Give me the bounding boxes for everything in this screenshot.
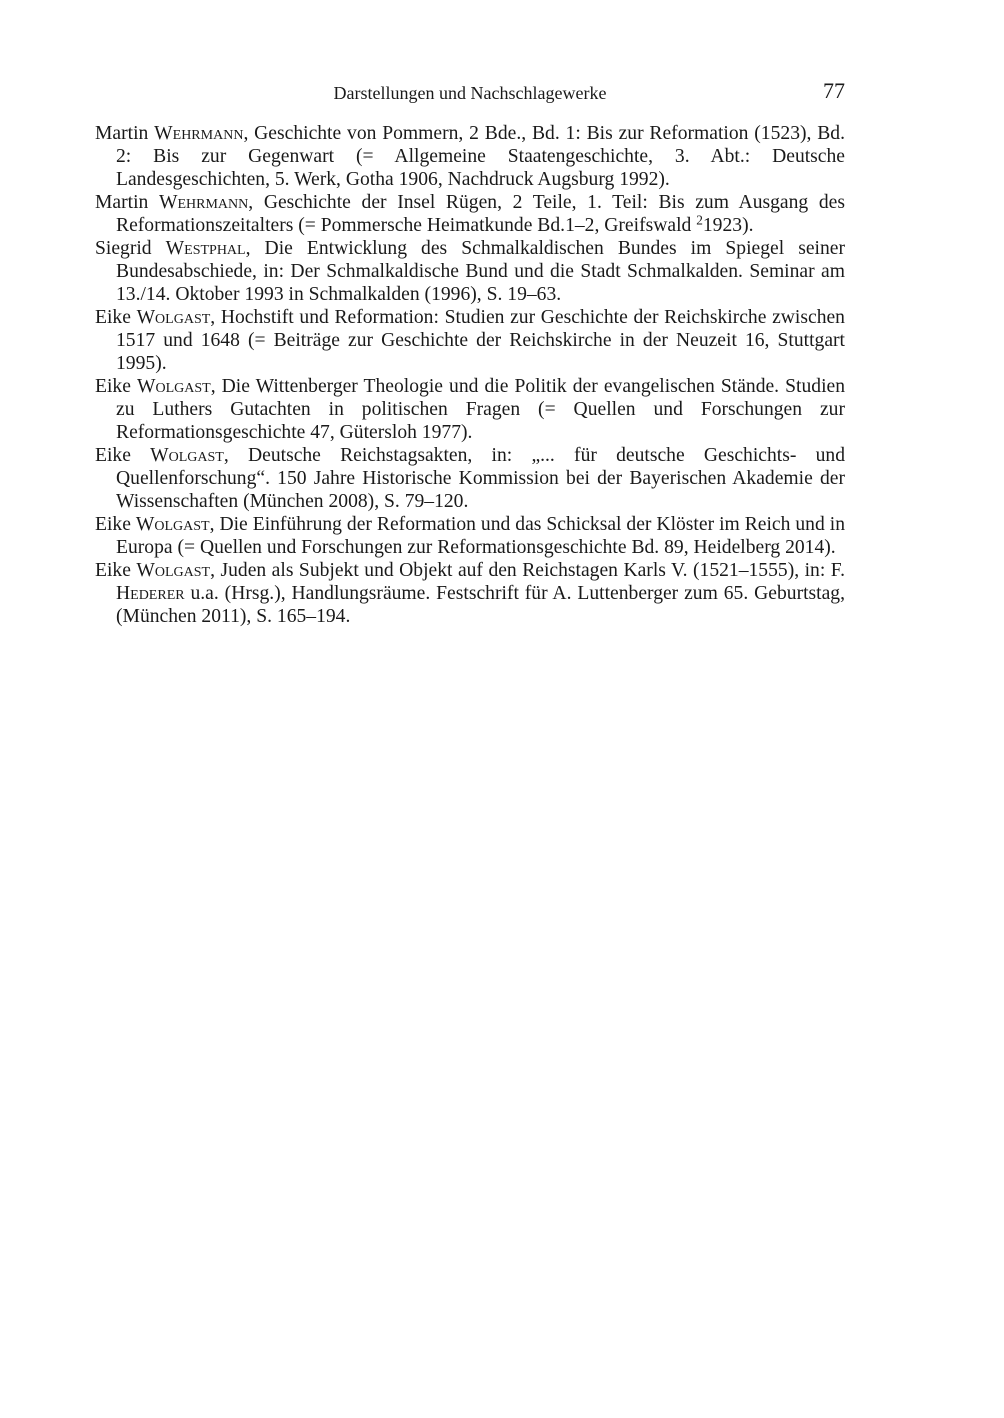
bibliography-entry xyxy=(95,513,845,559)
author-given-name: Eike xyxy=(95,514,131,535)
bibliography-entry xyxy=(95,306,845,375)
entry-text-after: 1923). xyxy=(702,215,754,236)
editor-surname: Hederer xyxy=(116,583,185,604)
bibliography-list xyxy=(95,122,845,628)
author-given-name: Eike xyxy=(95,307,131,328)
bibliography-entry xyxy=(95,122,845,191)
running-title: Darstellungen und Nachschlagewerke xyxy=(333,83,607,103)
entry-text: , Geschichte der Insel Rügen, 2 Teile, 1. Teil: Bis zum Ausgang des Reformationszeitalters (= Pommersche Heimatkunde Bd.1–2, Greifswald xyxy=(116,192,845,236)
bibliography-entry xyxy=(95,375,845,444)
entry-text: , Deutsche Reichstagsakten, in: „... für deutsche Geschichts- und Quellenforschung“. 150 Jahre Historische Kommission bei der Bayerischen Akademie der Wissenschaften (München 2008), S. 79–120. xyxy=(116,445,845,512)
author-given-name: Siegrid xyxy=(95,238,152,259)
author-given-name: Eike xyxy=(95,376,131,397)
author-surname: Wolgast xyxy=(135,514,210,535)
author-given-name: Eike xyxy=(95,560,131,581)
author-surname: Wolgast xyxy=(136,560,211,581)
bibliography-entry xyxy=(95,191,845,237)
author-surname: Wehrmann xyxy=(158,192,249,213)
author-surname: Wehrmann xyxy=(154,123,244,144)
entry-text: , Hochstift und Reformation: Studien zur Geschichte der Reichskirche zwischen 1517 und 1648 (= Beiträge zur Geschichte der Reichskirche in der Neuzeit 16, Stuttgart 1995). xyxy=(116,307,845,374)
entry-text: , Geschichte von Pommern, 2 Bde., Bd. 1: Bis zur Reformation (1523), Bd. 2: Bis zur Gegenwart (= Allgemeine Staatengeschichte, 3. Abt.: Deutsche Landesgeschichten, 5. Werk, Gotha 1906, Nachdruck Augsburg 1992). xyxy=(116,123,845,190)
bibliography-entry xyxy=(95,444,845,513)
author-given-name: Eike xyxy=(95,445,131,466)
entry-text-after: u.a. (Hrsg.), Handlungsräume. Festschrift für A. Luttenberger zum 65. Geburtstag, (München 2011), S. 165–194. xyxy=(116,583,845,627)
entry-text: , Die Wittenberger Theologie und die Politik der evangelischen Stände. Studien zu Luthers Gutachten in politischen Fragen (= Quellen und Forschungen zur Reformationsgeschichte 47, Gütersloh 1977). xyxy=(116,376,846,443)
entry-text: , Die Entwicklung des Schmalkaldischen Bundes im Spiegel seiner Bundesabschiede, in: Der Schmalkaldische Bund und die Stadt Schmalkalden. Seminar am 13./14. Oktober 1993 in Schmalkalden (1996), S. 19–63. xyxy=(116,238,845,305)
author-surname: Westphal xyxy=(165,238,246,259)
author-surname: Wolgast xyxy=(150,445,224,466)
page-number: 77 xyxy=(823,78,845,103)
author-given-name: Martin xyxy=(95,123,149,144)
bibliography-entry xyxy=(95,237,845,306)
running-head xyxy=(95,78,845,108)
bibliography-entry xyxy=(95,559,845,628)
book-page xyxy=(95,78,845,628)
author-surname: Wolgast xyxy=(136,376,211,397)
author-surname: Wolgast xyxy=(136,307,211,328)
entry-text: , Juden als Subjekt und Objekt auf den Reichstagen Karls V. (1521–1555), in: F. xyxy=(210,560,845,581)
edition-superscript: 2 xyxy=(696,212,703,228)
entry-text: , Die Einführung der Reformation und das Schicksal der Klöster im Reich und in Europa (= Quellen und Forschungen zur Reformationsgeschichte Bd. 89, Heidelberg 2014). xyxy=(116,514,845,558)
author-given-name: Martin xyxy=(95,192,149,213)
